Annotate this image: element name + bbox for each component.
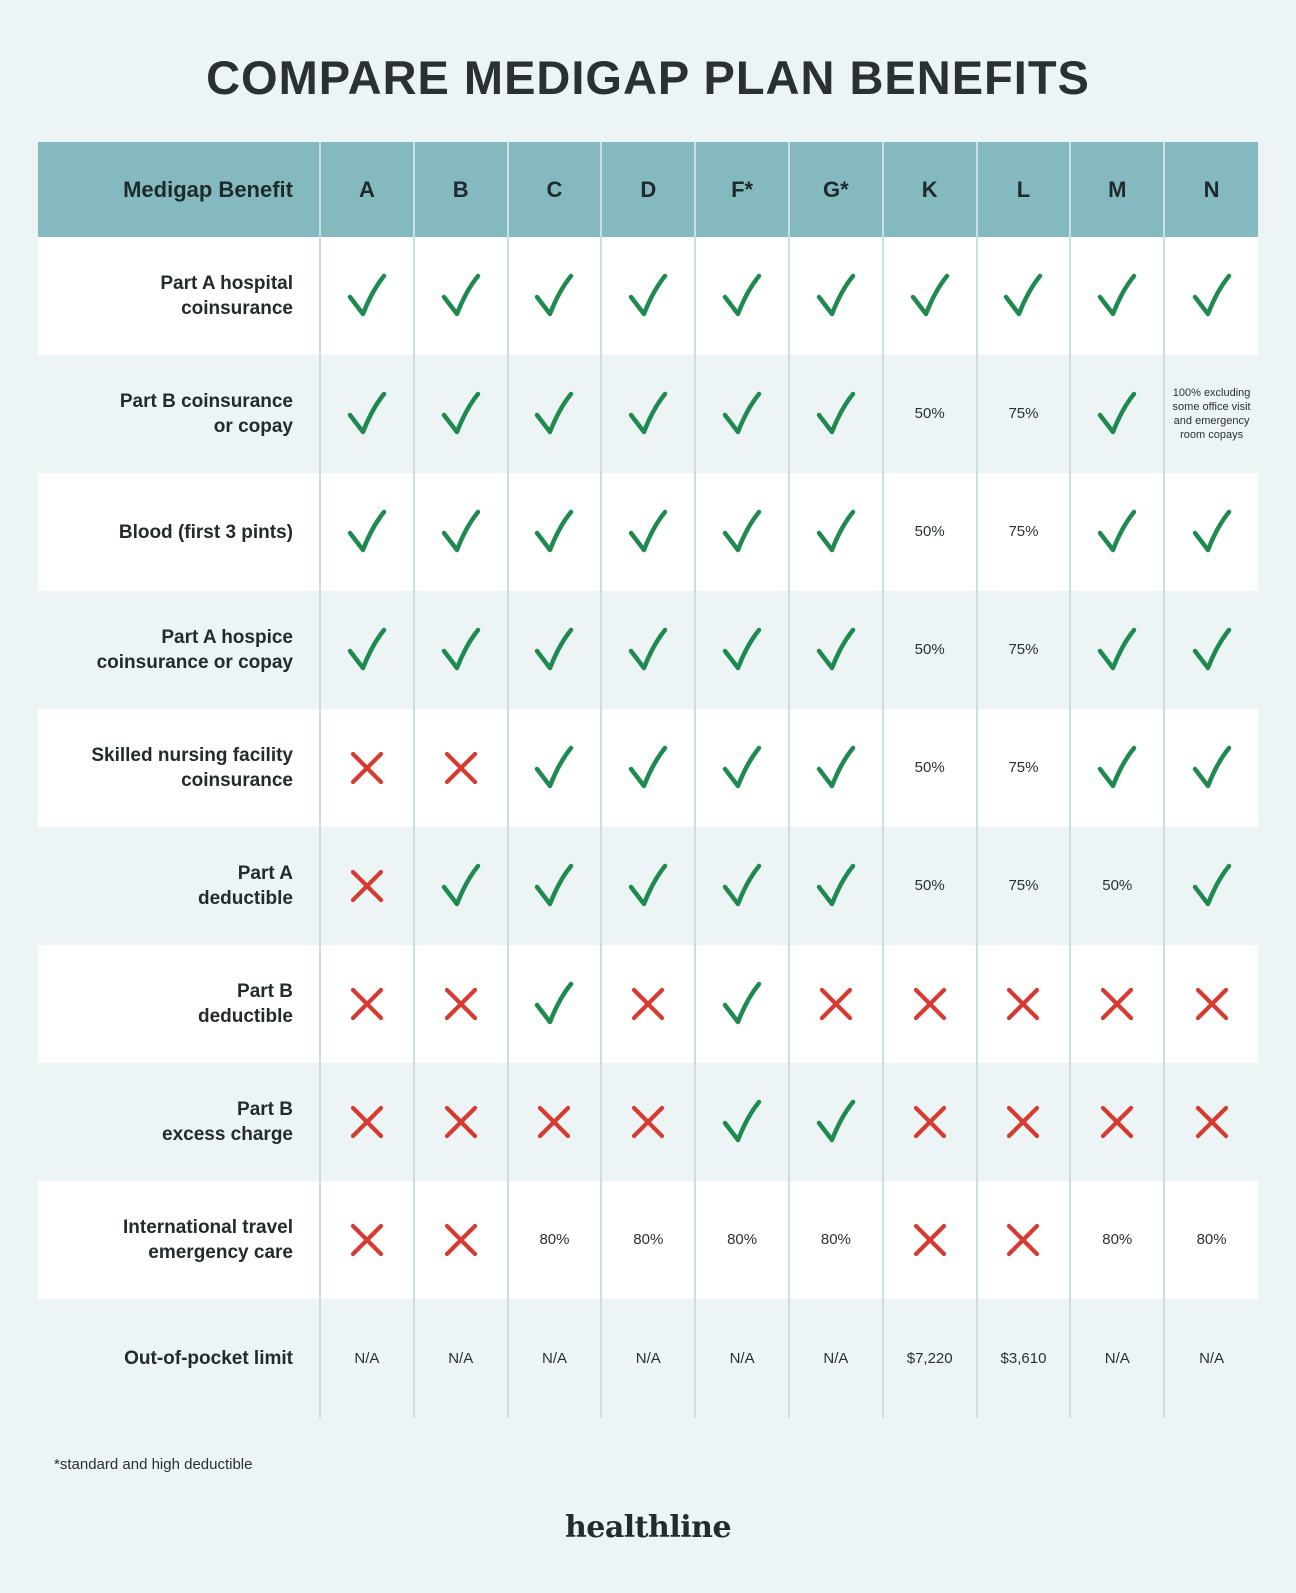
benefit-label-line: deductible bbox=[197, 888, 293, 909]
benefit-cell bbox=[883, 1299, 977, 1418]
table-body bbox=[38, 237, 1258, 1418]
checkmark-icon bbox=[696, 1099, 788, 1145]
coverage-value: $7,220 bbox=[906, 1349, 953, 1367]
benefit-cell bbox=[695, 1299, 789, 1418]
checkmark-icon bbox=[1071, 391, 1163, 437]
benefit-cell bbox=[1070, 237, 1164, 355]
coverage-value: $3,610 bbox=[1000, 1349, 1047, 1367]
checkmark-icon bbox=[509, 627, 601, 673]
checkmark-icon bbox=[884, 273, 976, 319]
benefit-cell bbox=[414, 1299, 508, 1418]
benefit-cell bbox=[695, 473, 789, 591]
benefit-cell bbox=[601, 709, 695, 827]
benefit-cell bbox=[508, 237, 602, 355]
benefit-cell bbox=[320, 945, 414, 1063]
benefit-label bbox=[38, 237, 320, 355]
row-header-label: Medigap Benefit bbox=[38, 142, 320, 237]
checkmark-icon bbox=[1165, 745, 1258, 791]
benefit-cell bbox=[1070, 1299, 1164, 1418]
checkmark-icon bbox=[790, 863, 882, 909]
benefit-cell bbox=[601, 1181, 695, 1299]
benefit-label-line: Part A bbox=[237, 863, 293, 884]
coverage-value: 50% bbox=[914, 759, 945, 776]
checkmark-icon bbox=[790, 391, 882, 437]
benefit-label bbox=[38, 1181, 320, 1299]
benefit-cell bbox=[414, 827, 508, 945]
benefit-cell bbox=[977, 237, 1071, 355]
checkmark-icon bbox=[790, 1099, 882, 1145]
checkmark-icon bbox=[602, 627, 694, 673]
benefit-cell bbox=[1070, 827, 1164, 945]
benefit-cell bbox=[1164, 945, 1258, 1063]
table-row bbox=[38, 945, 1258, 1063]
page-title: COMPARE MEDIGAP PLAN BENEFITS bbox=[206, 51, 1090, 104]
column-header-plan: C bbox=[508, 142, 602, 237]
benefit-label-line: Part A hospital bbox=[160, 273, 293, 294]
benefit-cell bbox=[508, 1181, 602, 1299]
benefit-label-line: coinsurance bbox=[181, 770, 293, 791]
checkmark-icon bbox=[509, 981, 601, 1027]
benefit-cell bbox=[883, 237, 977, 355]
checkmark-icon bbox=[602, 509, 694, 555]
cross-icon bbox=[884, 1223, 976, 1257]
checkmark-icon bbox=[321, 273, 413, 319]
benefit-cell bbox=[508, 355, 602, 473]
checkmark-icon bbox=[602, 391, 694, 437]
benefit-cell bbox=[320, 355, 414, 473]
benefit-label bbox=[38, 945, 320, 1063]
benefit-label bbox=[38, 355, 320, 473]
benefit-cell bbox=[601, 1299, 695, 1418]
benefit-cell bbox=[508, 945, 602, 1063]
footnote: *standard and high deductible bbox=[54, 1456, 253, 1473]
cross-icon bbox=[884, 987, 976, 1021]
benefit-cell bbox=[508, 827, 602, 945]
benefit-label-line: excess charge bbox=[162, 1124, 293, 1145]
coverage-value: 50% bbox=[914, 641, 945, 658]
benefit-label bbox=[38, 1299, 320, 1418]
benefit-label-line: Skilled nursing facility bbox=[91, 745, 293, 766]
benefit-cell bbox=[1070, 945, 1164, 1063]
coverage-value: 80% bbox=[820, 1231, 851, 1248]
cross-icon bbox=[978, 1105, 1070, 1139]
benefit-cell bbox=[1164, 709, 1258, 827]
benefit-cell bbox=[883, 709, 977, 827]
benefit-cell bbox=[789, 709, 883, 827]
checkmark-icon bbox=[415, 863, 507, 909]
benefit-cell bbox=[320, 591, 414, 709]
cross-icon bbox=[602, 1105, 694, 1139]
benefit-cell bbox=[414, 1063, 508, 1181]
benefit-cell bbox=[883, 1181, 977, 1299]
benefit-cell bbox=[508, 473, 602, 591]
cross-icon bbox=[321, 751, 413, 785]
benefit-label-line: coinsurance or copay bbox=[96, 652, 293, 673]
column-header-plan: B bbox=[414, 142, 508, 237]
benefit-cell bbox=[695, 709, 789, 827]
column-header-plan: M bbox=[1070, 142, 1164, 237]
benefit-cell bbox=[695, 1181, 789, 1299]
cross-icon bbox=[602, 987, 694, 1021]
benefit-cell bbox=[1164, 1063, 1258, 1181]
benefit-cell bbox=[414, 473, 508, 591]
checkmark-icon bbox=[1071, 273, 1163, 319]
benefit-cell bbox=[695, 827, 789, 945]
checkmark-icon bbox=[1165, 627, 1258, 673]
benefit-cell bbox=[977, 827, 1071, 945]
checkmark-icon bbox=[321, 509, 413, 555]
benefit-cell bbox=[789, 1181, 883, 1299]
coverage-value: 50% bbox=[1102, 877, 1133, 894]
benefit-cell bbox=[789, 473, 883, 591]
benefit-cell bbox=[883, 355, 977, 473]
benefit-cell bbox=[1070, 355, 1164, 473]
benefit-cell bbox=[789, 591, 883, 709]
checkmark-icon bbox=[790, 509, 882, 555]
checkmark-icon bbox=[790, 627, 882, 673]
cross-icon bbox=[415, 987, 507, 1021]
table-row bbox=[38, 473, 1258, 591]
coverage-value: 75% bbox=[1008, 759, 1039, 776]
benefit-cell bbox=[601, 355, 695, 473]
benefit-cell bbox=[601, 591, 695, 709]
benefit-label-line: or copay bbox=[213, 416, 293, 437]
table-row bbox=[38, 709, 1258, 827]
benefit-cell bbox=[508, 1299, 602, 1418]
benefit-cell bbox=[601, 1063, 695, 1181]
checkmark-icon bbox=[696, 391, 788, 437]
coverage-value: N/A bbox=[823, 1349, 849, 1367]
coverage-value: N/A bbox=[729, 1349, 755, 1367]
checkmark-icon bbox=[1071, 627, 1163, 673]
checkmark-icon bbox=[1165, 509, 1258, 555]
benefit-label-line: coinsurance bbox=[181, 298, 293, 319]
checkmark-icon bbox=[415, 627, 507, 673]
checkmark-icon bbox=[321, 627, 413, 673]
checkmark-icon bbox=[602, 273, 694, 319]
benefit-cell bbox=[695, 591, 789, 709]
benefit-cell bbox=[320, 1063, 414, 1181]
column-header-plan: K bbox=[883, 142, 977, 237]
benefit-cell bbox=[789, 355, 883, 473]
coverage-value: 80% bbox=[633, 1231, 664, 1248]
benefit-label bbox=[38, 1063, 320, 1181]
header-row bbox=[38, 142, 1258, 237]
coverage-value: 75% bbox=[1008, 877, 1039, 894]
checkmark-icon bbox=[978, 273, 1070, 319]
benefit-cell bbox=[789, 1063, 883, 1181]
table-row bbox=[38, 827, 1258, 945]
table-row bbox=[38, 1181, 1258, 1299]
coverage-value: N/A bbox=[448, 1349, 474, 1367]
comparison-table bbox=[38, 142, 1258, 1418]
benefit-cell bbox=[789, 827, 883, 945]
benefit-label-line: Blood (first 3 pints) bbox=[118, 521, 293, 543]
benefit-cell bbox=[695, 355, 789, 473]
checkmark-icon bbox=[415, 509, 507, 555]
checkmark-icon bbox=[696, 509, 788, 555]
benefit-cell bbox=[414, 355, 508, 473]
benefit-label bbox=[38, 591, 320, 709]
checkmark-icon bbox=[1165, 863, 1258, 909]
cross-icon bbox=[884, 1105, 976, 1139]
benefit-cell bbox=[1164, 827, 1258, 945]
cross-icon bbox=[415, 1223, 507, 1257]
benefit-label-line: deductible bbox=[197, 1006, 293, 1027]
checkmark-icon bbox=[509, 745, 601, 791]
benefit-cell bbox=[320, 1181, 414, 1299]
benefit-cell bbox=[977, 1299, 1071, 1418]
coverage-value: N/A bbox=[354, 1349, 380, 1367]
cross-icon bbox=[978, 987, 1070, 1021]
benefit-cell bbox=[883, 591, 977, 709]
table-row bbox=[38, 355, 1258, 473]
coverage-value: 80% bbox=[1196, 1231, 1227, 1248]
benefit-cell bbox=[601, 945, 695, 1063]
cross-icon bbox=[1071, 1105, 1163, 1139]
checkmark-icon bbox=[696, 273, 788, 319]
benefit-cell bbox=[977, 1063, 1071, 1181]
table-row bbox=[38, 1299, 1258, 1418]
brand-logo: healthline bbox=[564, 1510, 732, 1545]
benefit-label-line: International travel bbox=[123, 1217, 293, 1238]
cross-icon bbox=[1165, 987, 1258, 1021]
cross-icon bbox=[509, 1105, 601, 1139]
coverage-value: 75% bbox=[1008, 641, 1039, 658]
checkmark-icon bbox=[602, 745, 694, 791]
benefit-cell bbox=[883, 945, 977, 1063]
benefit-cell bbox=[414, 1181, 508, 1299]
cross-icon bbox=[321, 1105, 413, 1139]
checkmark-icon bbox=[1071, 745, 1163, 791]
checkmark-icon bbox=[509, 509, 601, 555]
cross-icon bbox=[321, 869, 413, 903]
benefit-cell bbox=[601, 827, 695, 945]
benefit-label-line: emergency care bbox=[148, 1242, 293, 1263]
cross-icon bbox=[978, 1223, 1070, 1257]
benefit-cell bbox=[1070, 473, 1164, 591]
table-row bbox=[38, 237, 1258, 355]
benefit-cell bbox=[414, 709, 508, 827]
coverage-value: 50% bbox=[914, 877, 945, 894]
checkmark-icon bbox=[415, 391, 507, 437]
cross-icon bbox=[321, 987, 413, 1021]
benefit-cell bbox=[977, 1181, 1071, 1299]
benefit-cell bbox=[508, 591, 602, 709]
coverage-value: N/A bbox=[541, 1349, 567, 1367]
checkmark-icon bbox=[1071, 509, 1163, 555]
coverage-value: 80% bbox=[539, 1231, 570, 1248]
benefit-cell bbox=[320, 709, 414, 827]
benefit-cell bbox=[977, 591, 1071, 709]
coverage-value: 80% bbox=[727, 1231, 758, 1248]
column-header-plan: G* bbox=[789, 142, 883, 237]
table-row bbox=[38, 591, 1258, 709]
benefit-cell bbox=[320, 237, 414, 355]
benefit-cell bbox=[601, 237, 695, 355]
table-row bbox=[38, 1063, 1258, 1181]
checkmark-icon bbox=[790, 273, 882, 319]
benefit-label-line: Part B bbox=[237, 981, 293, 1002]
benefit-cell bbox=[977, 473, 1071, 591]
benefit-label bbox=[38, 473, 320, 591]
cross-icon bbox=[1071, 987, 1163, 1021]
benefit-cell bbox=[320, 473, 414, 591]
benefit-cell bbox=[1070, 1063, 1164, 1181]
coverage-value: N/A bbox=[635, 1349, 661, 1367]
comparison-table-wrap bbox=[38, 142, 1258, 1418]
coverage-value: N/A bbox=[1104, 1349, 1130, 1367]
benefit-cell bbox=[1164, 237, 1258, 355]
column-header-plan: F* bbox=[695, 142, 789, 237]
benefit-cell bbox=[695, 945, 789, 1063]
benefit-cell bbox=[1070, 591, 1164, 709]
coverage-note: 100% excluding some office visit and emergency room copays bbox=[1172, 386, 1251, 441]
benefit-cell bbox=[789, 945, 883, 1063]
benefit-label-line: Part A hospice bbox=[161, 627, 293, 648]
coverage-value: 80% bbox=[1102, 1231, 1133, 1248]
benefit-cell bbox=[789, 237, 883, 355]
benefit-cell bbox=[695, 237, 789, 355]
benefit-cell bbox=[508, 1063, 602, 1181]
cross-icon bbox=[415, 751, 507, 785]
benefit-cell bbox=[320, 1299, 414, 1418]
checkmark-icon bbox=[696, 627, 788, 673]
checkmark-icon bbox=[415, 273, 507, 319]
benefit-label-line: Part B coinsurance bbox=[119, 391, 293, 412]
benefit-cell bbox=[1164, 1181, 1258, 1299]
benefit-cell bbox=[601, 473, 695, 591]
benefit-cell bbox=[789, 1299, 883, 1418]
column-header-plan: N bbox=[1164, 142, 1258, 237]
benefit-cell bbox=[320, 827, 414, 945]
benefit-cell bbox=[883, 1063, 977, 1181]
benefit-cell bbox=[1164, 473, 1258, 591]
coverage-value: 75% bbox=[1008, 523, 1039, 540]
benefit-cell bbox=[1070, 709, 1164, 827]
benefit-cell bbox=[1164, 355, 1258, 473]
cross-icon bbox=[1165, 1105, 1258, 1139]
cross-icon bbox=[321, 1223, 413, 1257]
benefit-label-line: Out-of-pocket limit bbox=[124, 1348, 293, 1369]
benefit-cell bbox=[414, 945, 508, 1063]
coverage-value: 75% bbox=[1008, 405, 1039, 422]
checkmark-icon bbox=[602, 863, 694, 909]
benefit-cell bbox=[977, 709, 1071, 827]
coverage-value: N/A bbox=[1199, 1349, 1225, 1367]
benefit-cell bbox=[883, 827, 977, 945]
benefit-cell bbox=[883, 473, 977, 591]
checkmark-icon bbox=[509, 273, 601, 319]
checkmark-icon bbox=[509, 863, 601, 909]
benefit-cell bbox=[1164, 591, 1258, 709]
benefit-cell bbox=[977, 945, 1071, 1063]
benefit-cell bbox=[414, 591, 508, 709]
checkmark-icon bbox=[321, 391, 413, 437]
column-header-plan: A bbox=[320, 142, 414, 237]
column-header-plan: L bbox=[977, 142, 1071, 237]
benefit-cell bbox=[414, 237, 508, 355]
benefit-label bbox=[38, 709, 320, 827]
benefit-cell bbox=[977, 355, 1071, 473]
checkmark-icon bbox=[790, 745, 882, 791]
cross-icon bbox=[790, 987, 882, 1021]
benefit-cell bbox=[508, 709, 602, 827]
cross-icon bbox=[415, 1105, 507, 1139]
checkmark-icon bbox=[509, 391, 601, 437]
benefit-cell bbox=[1070, 1181, 1164, 1299]
checkmark-icon bbox=[696, 745, 788, 791]
coverage-value: 50% bbox=[914, 523, 945, 540]
column-header-plan: D bbox=[601, 142, 695, 237]
checkmark-icon bbox=[696, 863, 788, 909]
benefit-cell bbox=[695, 1063, 789, 1181]
benefit-cell bbox=[1164, 1299, 1258, 1418]
benefit-label-line: Part B bbox=[237, 1099, 293, 1120]
benefit-label bbox=[38, 827, 320, 945]
checkmark-icon bbox=[1165, 273, 1258, 319]
coverage-value: 50% bbox=[914, 405, 945, 422]
checkmark-icon bbox=[696, 981, 788, 1027]
